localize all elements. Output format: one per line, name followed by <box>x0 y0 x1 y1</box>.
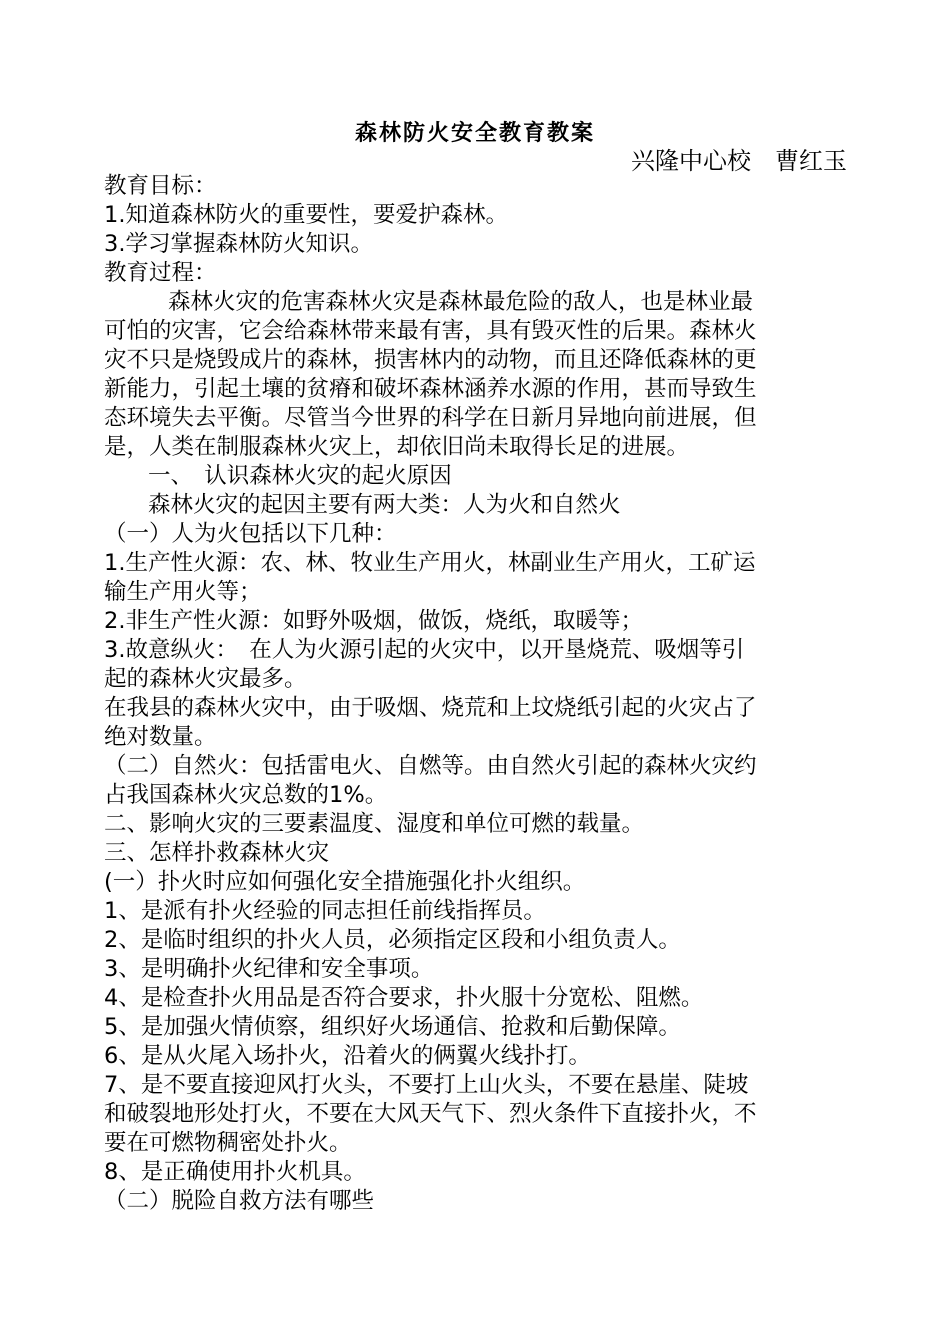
goal-item: 3.学习掌握森林防火知识。 <box>104 231 373 257</box>
list-item: 8、是正确使用扑火机具。 <box>104 1159 366 1185</box>
list-item: 7、是不要直接迎风打火头，不要打上山火头，不要在悬崖、陡坡 <box>104 1072 749 1098</box>
list-item: 1、是派有扑火经验的同志担任前线指挥员。 <box>104 898 546 924</box>
section-heading: 二、影响火灾的三要素温度、湿度和单位可燃的载量。 <box>104 811 645 837</box>
paragraph-line: 灾不只是烧毁成片的森林，损害林内的动物，而且还降低森林的更 <box>104 347 757 373</box>
document-author: 兴隆中心校 曹红玉 <box>631 147 847 175</box>
paragraph-line: 占我国森林火灾总数的1%。 <box>104 782 388 808</box>
subsection-heading: （一）人为火包括以下几种： <box>104 521 397 547</box>
list-item: 3、是明确扑火纪律和安全事项。 <box>104 956 434 982</box>
goal-item: 1.知道森林防火的重要性，要爱护森林。 <box>104 202 508 228</box>
list-item-continued: 和破裂地形处打火，不要在大风天气下、烈火条件下直接扑火，不 <box>104 1101 757 1127</box>
paragraph-line: 可怕的灾害，它会给森林带来最有害，具有毁灭性的后果。森林火 <box>104 318 757 344</box>
paragraph-line: 新能力，引起土壤的贫瘠和破坏森林涵养水源的作用，甚而导致生 <box>104 376 757 402</box>
list-item-continued: 起的森林火灾最多。 <box>104 666 307 692</box>
section-heading-causes: 一、 认识森林火灾的起火原因 <box>148 463 452 489</box>
list-item: 5、是加强火情侦察，组织好火场通信、抢救和后勤保障。 <box>104 1014 681 1040</box>
list-item: 4、是检查扑火用品是否符合要求，扑火服十分宽松、阻燃。 <box>104 985 704 1011</box>
list-item-continued: 要在可燃物稠密处扑火。 <box>104 1130 352 1156</box>
list-item-continued: 输生产用火等； <box>104 579 262 605</box>
section-heading-process: 教育过程： <box>104 260 217 286</box>
subsection-heading: (一）扑火时应如何强化安全措施强化扑火组织。 <box>104 869 586 895</box>
paragraph-line: 在我县的森林火灾中，由于吸烟、烧荒和上坟烧纸引起的火灾占了 <box>104 695 757 721</box>
list-item: 1.生产性火源：农、林、牧业生产用火，林副业生产用火，工矿运 <box>104 550 756 576</box>
list-item: 2、是临时组织的扑火人员，必须指定区段和小组负责人。 <box>104 927 681 953</box>
paragraph-line: 是，人类在制服森林火灾上，却依旧尚未取得长足的进展。 <box>104 434 690 460</box>
section-heading-goals: 教育目标： <box>104 173 217 199</box>
subsection-heading: （二）自然火：包括雷电火、自燃等。由自然火引起的森林火灾约 <box>104 753 757 779</box>
list-item: 2.非生产性火源：如野外吸烟，做饭，烧纸，取暖等； <box>104 608 643 634</box>
paragraph-line: 森林火灾的起因主要有两大类：人为火和自然火 <box>148 492 621 518</box>
paragraph-line: 绝对数量。 <box>104 724 217 750</box>
section-heading: 三、怎样扑救森林火灾 <box>104 840 330 866</box>
list-item: 3.故意纵火： 在人为火源引起的火灾中，以开垦烧荒、吸烟等引 <box>104 637 745 663</box>
document-title: 森林防火安全教育教案 <box>354 120 595 146</box>
subsection-heading: （二）脱险自救方法有哪些 <box>104 1188 375 1214</box>
paragraph-line: 态环境失去平衡。尽管当今世界的科学在日新月异地向前进展，但 <box>104 405 757 431</box>
document-body <box>104 172 846 1216</box>
list-item: 6、是从火尾入场扑火，沿着火的俩翼火线扑打。 <box>104 1043 591 1069</box>
paragraph-line: 森林火灾的危害森林火灾是森林最危险的敌人，也是林业最 <box>168 289 754 315</box>
